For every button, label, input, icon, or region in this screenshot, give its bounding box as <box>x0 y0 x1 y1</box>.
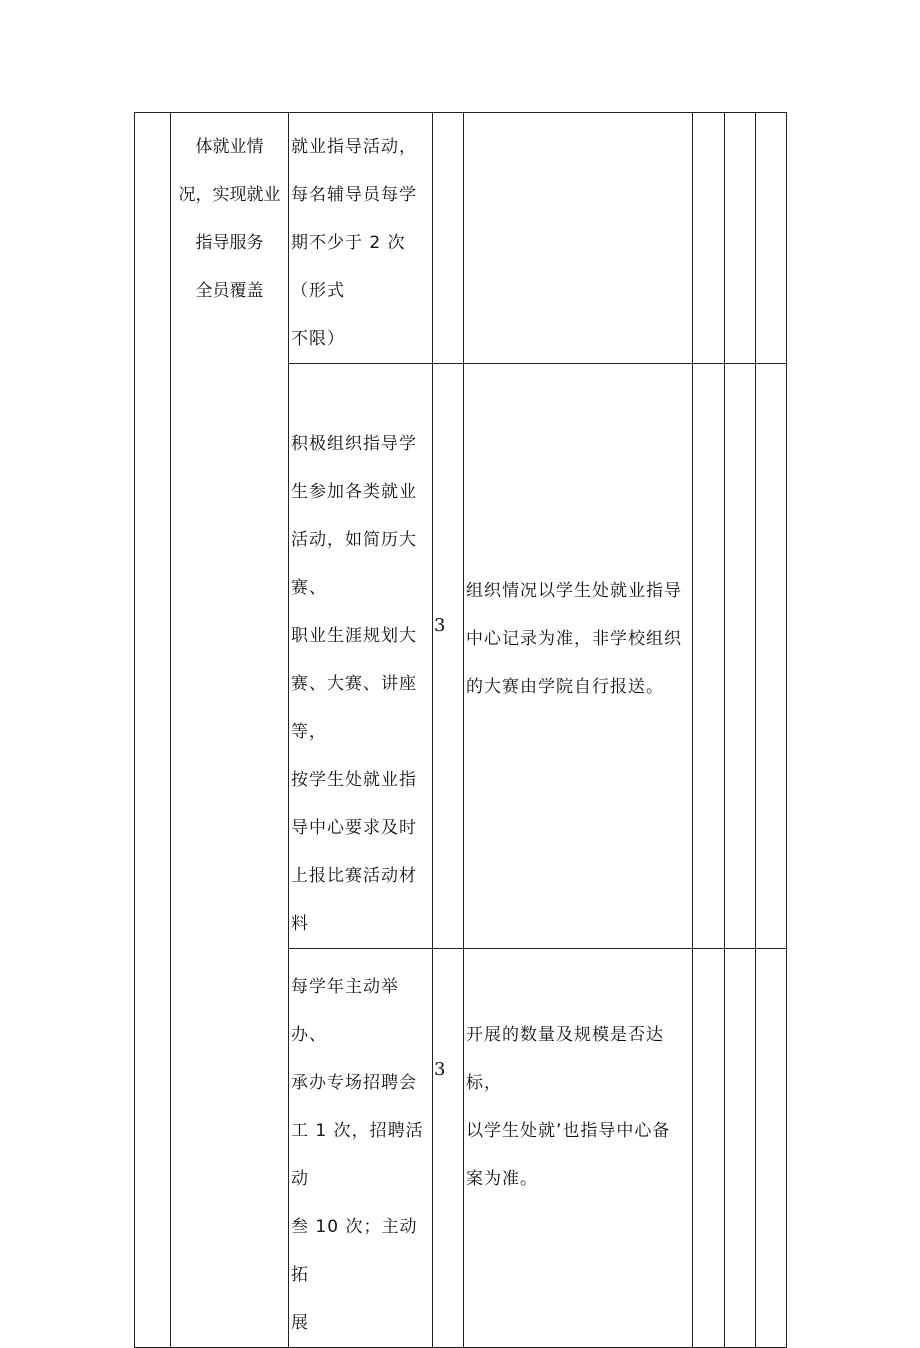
requirement-text: 就业指导活动， 每名辅导员每学 期不少于 2 次 （形式 不限） <box>291 137 417 349</box>
requirement-text: 积极组织指导学 生参加各类就业 活动，如简历大赛、 职业生涯规划大 赛、大赛、讲座等， 按学生处就业指 导中心要求及时 上报比赛活动材 料 <box>291 434 417 934</box>
table-row <box>135 113 787 364</box>
requirement-cell <box>289 949 433 1348</box>
note-text: 开展的数量及规模是否达标， 以学生处就’也指导中心备 案为准。 <box>466 1025 671 1189</box>
blank-cell <box>756 364 787 949</box>
criteria-cell <box>171 113 289 1348</box>
blank-cell <box>693 113 725 364</box>
blank-cell <box>693 949 725 1348</box>
note-text: 组织情况以学生处就业指导 中心记录为准，非学校组织 的大赛由学院自行报送。 <box>466 581 682 697</box>
score-text: 3 <box>434 1059 446 1080</box>
score-cell <box>433 113 464 364</box>
blank-cell <box>725 113 756 364</box>
requirement-cell <box>289 364 433 949</box>
score-cell <box>433 949 464 1348</box>
criteria-text: 体就业情 况，实现就业 指导服务 全员覆盖 <box>178 137 281 301</box>
blank-cell <box>725 949 756 1348</box>
score-cell <box>433 364 464 949</box>
evaluation-table <box>134 112 787 1348</box>
note-cell <box>464 364 693 949</box>
blank-cell <box>756 949 787 1348</box>
requirement-cell <box>289 113 433 364</box>
score-text: 3 <box>434 615 446 636</box>
blank-cell <box>693 364 725 949</box>
note-cell <box>464 949 693 1348</box>
note-cell <box>464 113 693 364</box>
blank-cell <box>725 364 756 949</box>
requirement-text: 每学年主动举办、 承办专场招聘会 工 1 次，招聘活动 叁 10 次；主动拓 展 <box>291 977 424 1333</box>
blank-cell <box>756 113 787 364</box>
category-cell <box>135 113 171 1348</box>
